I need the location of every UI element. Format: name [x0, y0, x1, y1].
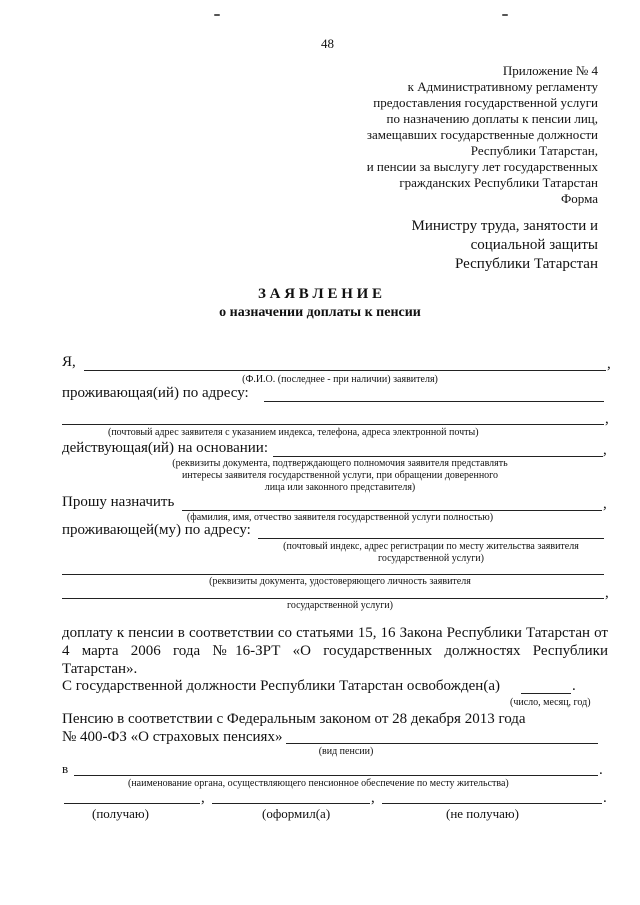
address-field-continued[interactable]	[62, 424, 604, 425]
pension-line-1: Пенсию в соответствии с Федеральным законом от 28 декабря 2013 года	[62, 711, 526, 727]
document-title: З А Я В Л Е Н И Е	[257, 286, 383, 302]
comma: ,	[607, 356, 611, 372]
receive-field[interactable]	[64, 803, 200, 804]
comma: ,	[603, 442, 607, 458]
paragraph-line: 4 марта 2006 года №16-ЗРТ «О государственных должностях Республики	[62, 643, 608, 659]
release-date-field[interactable]	[521, 693, 571, 694]
acting-hint: (реквизиты документа, подтверждающего полномочия заявителя представлять	[172, 458, 508, 469]
appendix-form-label: Форма	[561, 191, 598, 206]
acting-hint: интересы заявителя государственной услуги, при обращении доверенного	[181, 470, 499, 481]
addressee-line: социальной защиты	[470, 237, 598, 253]
identity-hint: (реквизиты документа, удостоверяющего личность заявителя	[209, 576, 471, 587]
in-label: в	[62, 761, 69, 776]
residing-label: проживающая(ий) по адресу:	[62, 385, 249, 401]
residing2-label: проживающей(му) по адресу:	[62, 522, 251, 538]
acting-label: действующая(ий) на основании:	[62, 440, 268, 456]
pension-hint: (вид пенсии)	[318, 746, 374, 757]
comma: ,	[371, 790, 375, 806]
scan-mark	[214, 14, 220, 16]
period: .	[572, 678, 576, 694]
paragraph-line: Татарстан».	[62, 661, 138, 677]
addressee-block	[298, 217, 598, 274]
address2-hint: (почтовый индекс, адрес регистрации по месту жительства заявителя	[283, 541, 579, 552]
appendix-line: Республики Татарстан,	[470, 143, 598, 158]
address2-hint: государственной услуги)	[378, 553, 484, 564]
appendix-line: Приложение № 4	[502, 63, 598, 78]
appendix-line: и пенсии за выслугу лет государственных	[366, 159, 598, 174]
period: .	[603, 790, 607, 806]
comma: ,	[201, 790, 205, 806]
comma: ,	[603, 496, 607, 512]
pension-organ-field[interactable]	[74, 775, 598, 776]
pension-line-2: № 400-ФЗ «О страховых пенсиях»	[62, 729, 283, 745]
comma: ,	[605, 411, 609, 427]
period: .	[599, 762, 603, 778]
fio-field[interactable]	[84, 370, 606, 371]
paragraph-line: доплату к пенсии в соответствии со статьями 15, 16 Закона Республики Татарстан от	[62, 625, 608, 641]
pension-law-paragraph	[62, 624, 608, 678]
recipient-name-field[interactable]	[182, 510, 602, 511]
appendix-block	[298, 63, 598, 207]
request-label: Прошу назначить	[62, 494, 175, 510]
comma: ,	[605, 585, 609, 601]
appendix-line: гражданских Республики Татарстан	[399, 175, 598, 190]
identity-document-field[interactable]	[62, 598, 604, 599]
appendix-line: по назначению доплаты к пенсии лиц,	[386, 111, 598, 126]
released-label: С государственной должности Республики Татарстан освобожден(а)	[62, 678, 500, 694]
i-prefix: Я,	[62, 354, 76, 370]
appendix-line: предоставления государственной услуги	[373, 95, 598, 110]
organ-hint: (наименование органа, осуществляющего пенсионное обеспечение по месту жительства)	[128, 778, 509, 789]
document-subtitle: о назначении доплаты к пенсии	[219, 305, 421, 320]
released-hint: (число, месяц, год)	[510, 697, 591, 708]
appendix-line: к Административному регламенту	[407, 79, 598, 94]
issued-field[interactable]	[212, 803, 370, 804]
scan-mark	[502, 14, 508, 16]
fio-hint: (Ф.И.О. (последнее - при наличии) заявителя)	[242, 374, 438, 385]
not-receive-field[interactable]	[382, 803, 602, 804]
pension-type-field[interactable]	[286, 743, 598, 744]
request-hint: (фамилия, имя, отчество заявителя государственной услуги полностью)	[186, 512, 494, 523]
page-number: 48	[321, 36, 334, 51]
acting-hint: лица или законного представителя)	[264, 482, 416, 493]
addressee-line: Министру труда, занятости и	[411, 218, 598, 234]
identity-hint-2: государственной услуги)	[287, 600, 393, 611]
appendix-line: замещавших государственные должности	[366, 127, 598, 142]
acting-basis-field[interactable]	[273, 456, 603, 457]
recipient-address-field-continued[interactable]	[62, 574, 604, 575]
receive-option-not-receive: (не получаю)	[446, 806, 519, 821]
addressee-line: Республики Татарстан	[454, 256, 598, 272]
receive-option-receive: (получаю)	[92, 806, 149, 821]
recipient-address-field[interactable]	[258, 538, 604, 539]
receive-option-issued: (оформил(а)	[262, 806, 331, 821]
address-hint: (почтовый адрес заявителя с указанием индекса, телефона, адреса электронной почты)	[108, 427, 479, 438]
address-field[interactable]	[264, 401, 604, 402]
